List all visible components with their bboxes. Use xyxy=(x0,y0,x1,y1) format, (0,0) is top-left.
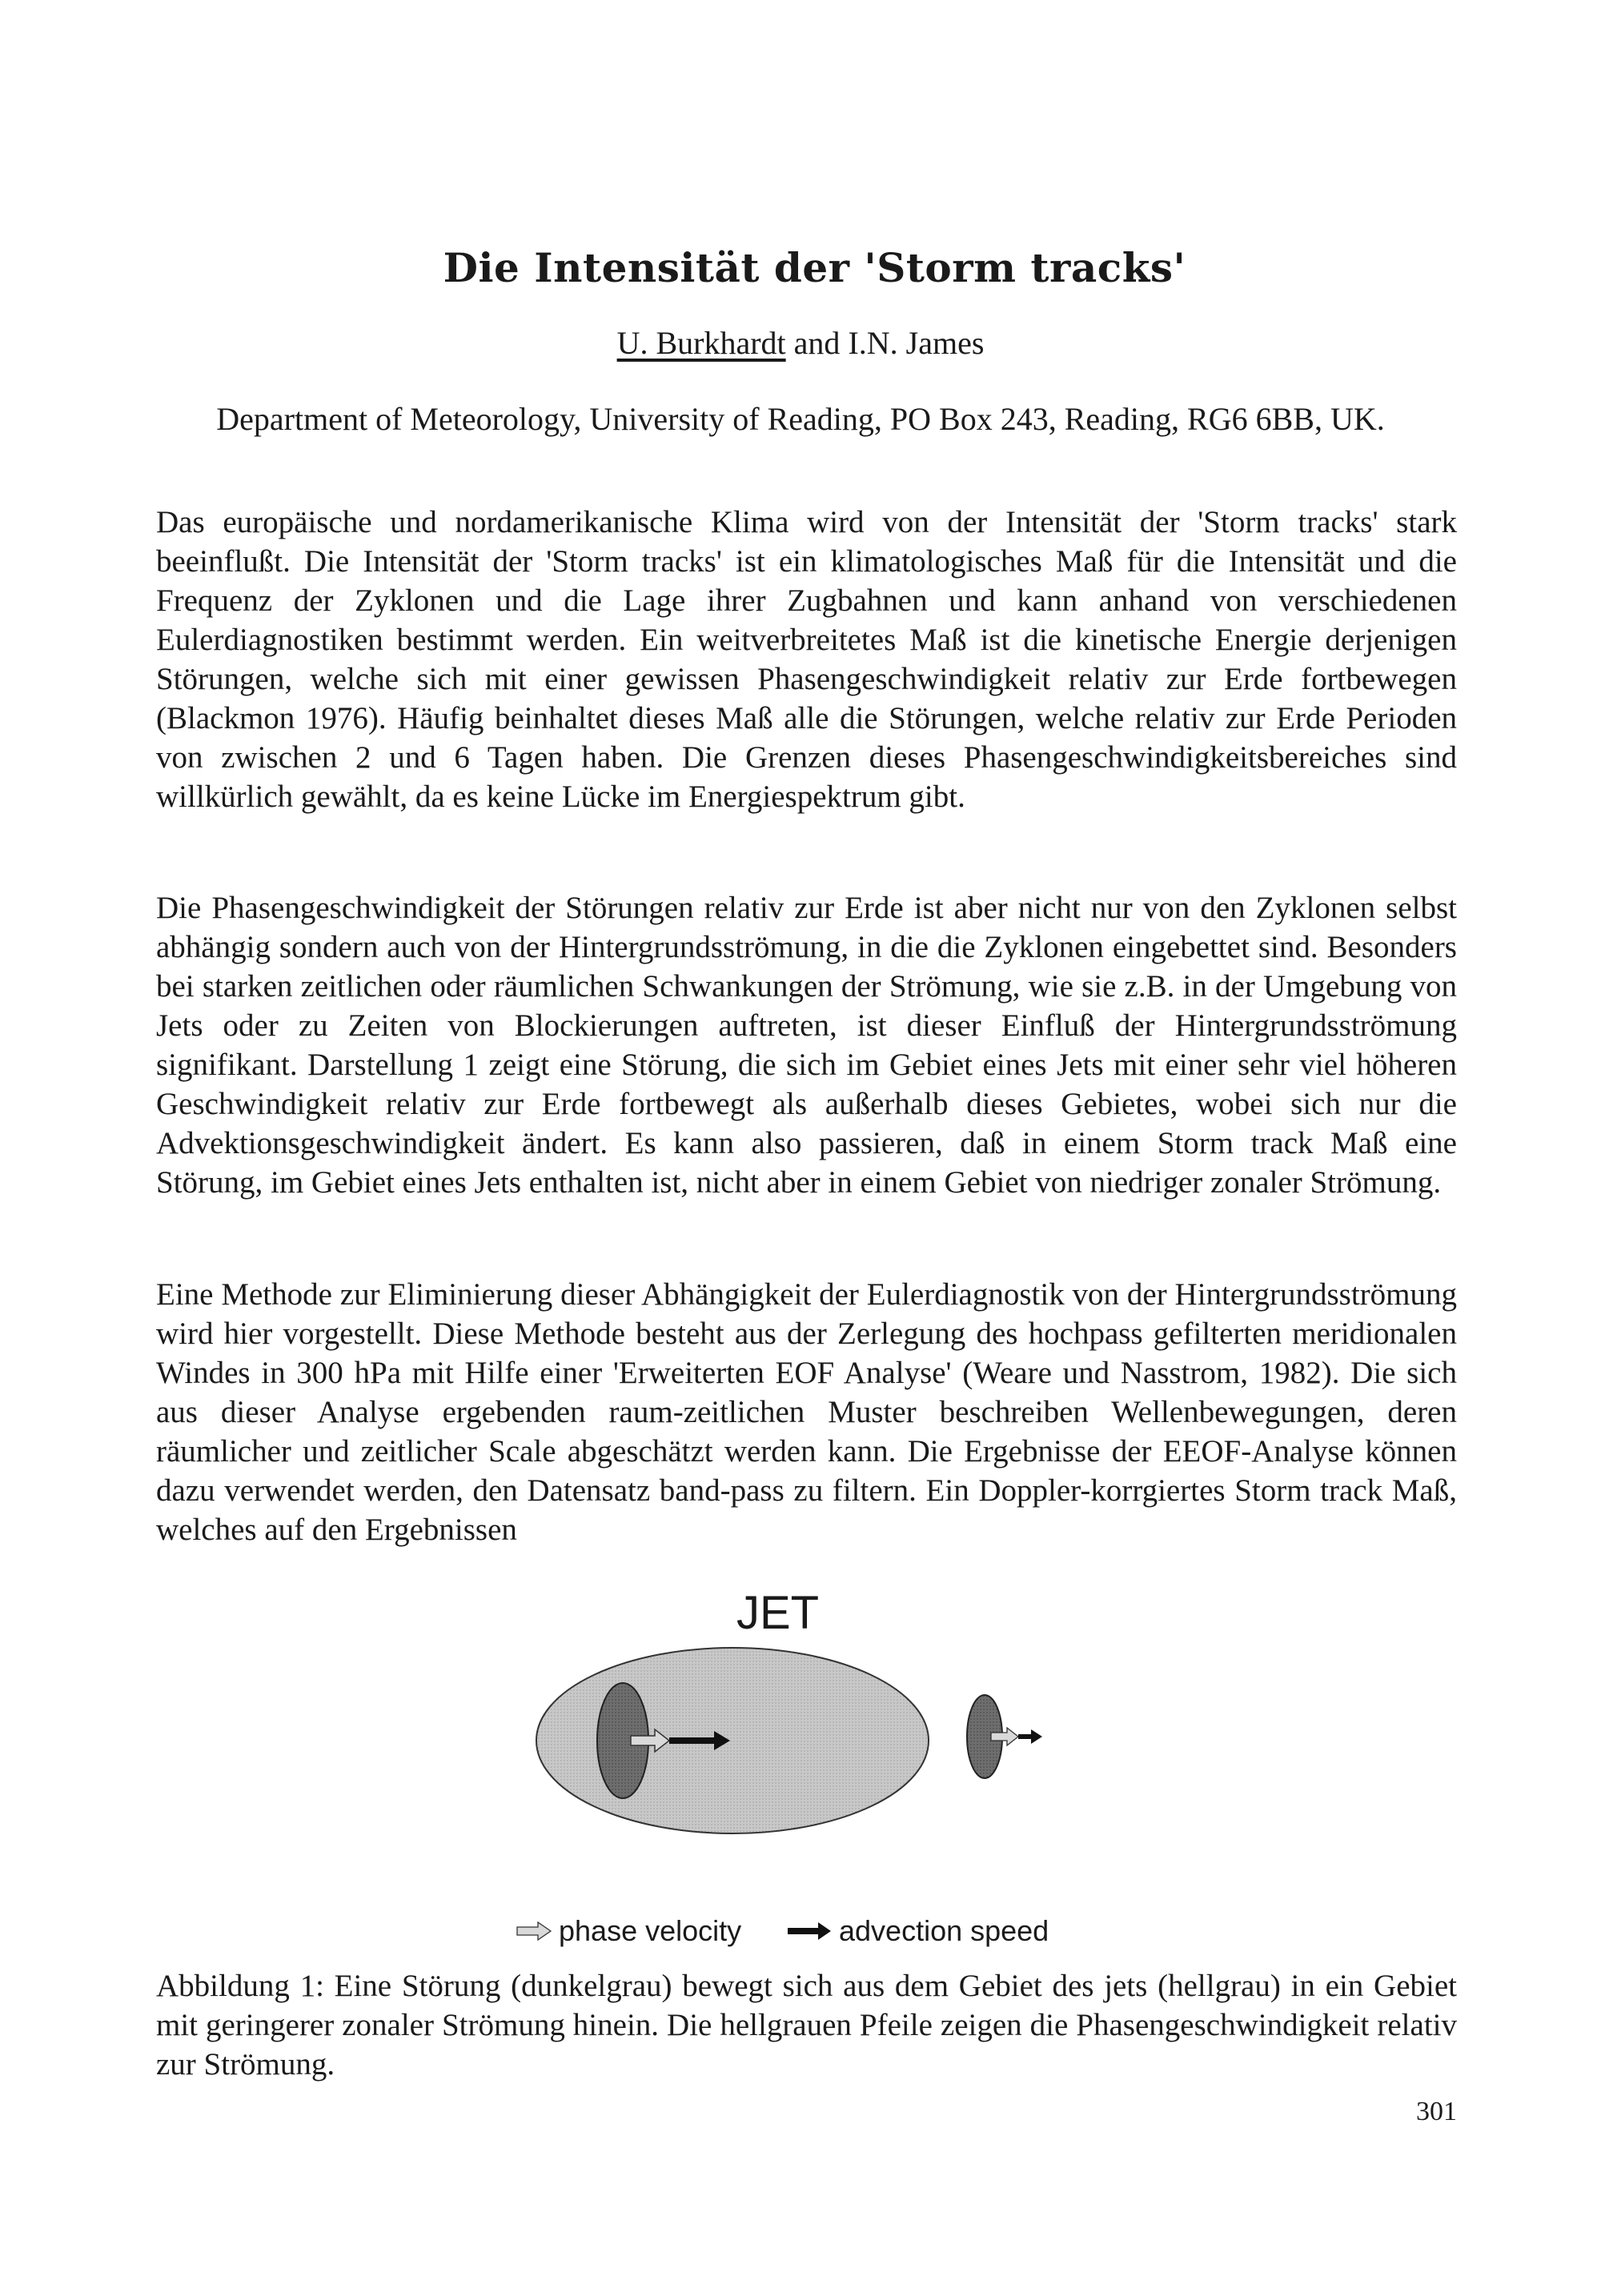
figure-caption: Abbildung 1: Eine Störung (dunkelgrau) bewegt sich aus dem Gebiet des jets (hellgrau) in ein Gebiet mit geringerer zonaler Strömung hinein. Die hellgrauen Pfeile zeigen die Phasengeschwindigkeit relativ zur Strömung. xyxy=(156,1969,1457,2082)
paper-title: Die Intensität der 'Storm tracks' xyxy=(443,244,1186,291)
page-number: 301 xyxy=(1416,2097,1457,2126)
figure-jet-diagram xyxy=(512,1581,1121,1949)
legend-phase-arrow-icon xyxy=(517,1922,551,1940)
author-second: I.N. James xyxy=(848,325,985,361)
author-joiner: and xyxy=(785,325,849,361)
legend-advection-label: advection speed xyxy=(839,1914,1049,1947)
jet-region xyxy=(536,1648,929,1833)
jet-label: JET xyxy=(736,1587,820,1639)
legend-advection-arrow-icon xyxy=(788,1922,831,1940)
author-first: U. Burkhardt xyxy=(616,325,786,361)
author-line xyxy=(0,324,1601,362)
body-paragraph-3: Eine Methode zur Eliminierung dieser Abhängigkeit der Eulerdiagnostik von der Hintergrundsströmung wird hier vorgestellt. Diese Methode besteht aus der Zerlegung des hochpass gefilterten meridionalen Windes in 300 hPa mit Hilfe einer 'Erweiterten EOF Analyse' (Weare und Nasstrom, 1982). Die sich aus dieser Analyse ergebenden raum-zeitlichen Muster beschreiben Wellenbewegungen, deren räumlicher und zeitlicher Scale abgeschätzt werden kann. Die Ergebnisse der EEOF-Analyse können dazu verwendet werden, den Datensatz band-pass zu filtern. Ein Doppler-korrgiertes Storm track Maß, welches auf den Ergebnissen xyxy=(156,1277,1457,1547)
affiliation: Department of Meteorology, University of Reading, PO Box 243, Reading, RG6 6BB, UK. xyxy=(216,401,1385,437)
advection-arrow-outside-jet xyxy=(1018,1729,1042,1744)
body-paragraph-2: Die Phasengeschwindigkeit der Störungen relativ zur Erde ist aber nicht nur von den Zyklonen selbst abhängig sondern auch von der Hintergrundsströmung, in die die Zyklonen eingebettet sind. Besonders bei starken zeitlichen oder räumlichen Schwankungen der Strömung, wie sie z.B. in der Umgebung von Jets oder zu Zeiten von Blockierungen auftreten, ist dieser Einfluß der Hintergrundsströmung signifikant. Darstellung 1 zeigt eine Störung, die sich im Gebiet eines Jets mit einer sehr viel höheren Geschwindigkeit relativ zur Erde fortbewegt als außerhalb dieses Gebietes, wobei sich nur die Advektionsgeschwindigkeit ändert. Es kann also passieren, daß in einem Storm track Maß eine Störung, im Gebiet eines Jets enthalten ist, nicht aber in einem Gebiet von niedriger zonaler Strömung. xyxy=(156,891,1457,1200)
legend-phase-label: phase velocity xyxy=(559,1914,742,1947)
body-paragraph-1: Das europäische und nordamerikanische Klima wird von der Intensität der 'Storm tracks' stark beeinflußt. Die Intensität der 'Storm tracks' ist ein klimatologisches Maß für die Intensität und die Frequenz der Zyklonen und die Lage ihrer Zugbahnen und kann anhand von verschiedenen Eulerdiagnostiken bestimmt werden. Ein weitverbreitetes Maß ist die kinetische Energie derjenigen Störungen, welche sich mit einer gewissen Phasengeschwindigkeit relativ zur Erde fortbewegen (Blackmon 1976). Häufig beinhaltet dieses Maß alle die Störungen, welche relativ zur Erde Perioden von zwischen 2 und 6 Tagen haben. Die Grenzen dieses Phasengeschwindigkeitsbereiches sind willkürlich gewählt, da es keine Lücke im Energiespektrum gibt. xyxy=(156,505,1457,814)
